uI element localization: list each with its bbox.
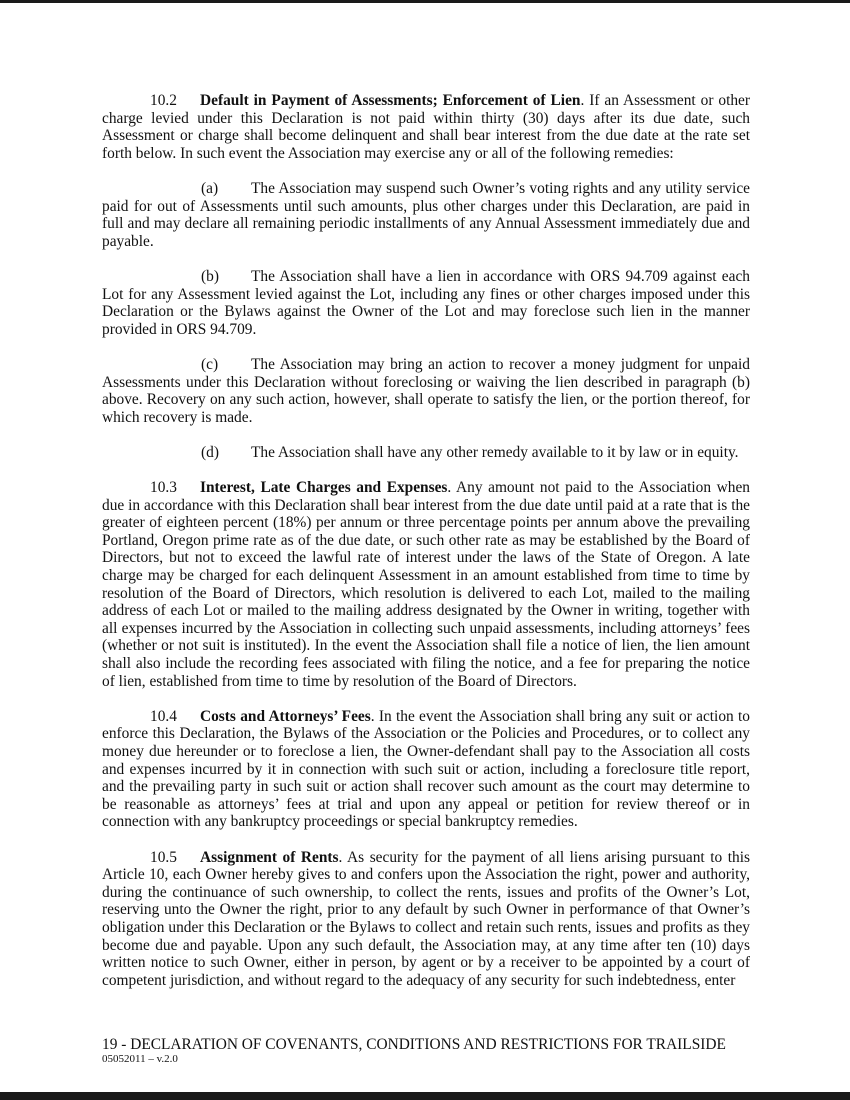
section-heading: Costs and Attorneys’ Fees	[200, 707, 371, 725]
section-10-4	[102, 708, 750, 831]
section-number: 10.5	[150, 848, 177, 866]
item-text: The Association shall have a lien in accordance with ORS 94.709 against each Lot for any Assessment levied against the Lot, including any fines or other charges imposed under this Declaration or the Bylaws against the Owner of the Lot and may foreclose such lien in the manner provided in ORS 94.709.	[102, 267, 750, 338]
document-body	[102, 92, 750, 1007]
section-body: . In the event the Association shall bring any suit or action to enforce this Declaration, the Bylaws of the Association or the Policies and Procedures, or to collect any money due hereunder or to foreclose a lien, the Owner-defendant shall pay to the Association all costs and expenses incurred by it in connection with such suit or action, including a foreclosure title report, and the prevailing party in such suit or action shall recover such amount as the court may determine to be reasonable as attorneys’ fees at trial and upon any appeal or petition for review thereof or in connection with any bankruptcy proceedings or special bankruptcy remedies.	[102, 707, 750, 831]
section-number: 10.4	[150, 707, 177, 725]
item-label: (b)	[201, 267, 219, 285]
item-text: The Association may suspend such Owner’s voting rights and any utility service paid for out of Assessments until such amounts, plus other charges under this Declaration, are paid in full and may declare all remaining periodic installments of any Annual Assessment immediately due and payable.	[102, 179, 750, 250]
item-label: (a)	[201, 179, 219, 197]
section-body: . Any amount not paid to the Association when due in accordance with this Declaration shall bear interest from the due date until paid at a rate that is the greater of eighteen percent (18%) per annum or three percentage points per annum above the prevailing Portland, Oregon prime rate as of the due date, or such other rate as may be established by the Board of Directors, but not to exceed the lawful rate of interest under the laws of the State of Oregon. A late charge may be charged for each delinquent Assessment in an amount established from time to time by resolution of the Board of Directors, which resolution is delivered to each Lot, mailed to the mailing address of each Lot or mailed to the mailing address designated by the Owner in writing, together with all expenses incurred by the Association in collecting such unpaid assessments, including attorneys’ fees (whether or not suit is instituted). In the event the Association shall file a notice of lien, the lien amount shall also include the recording fees associated with filing the notice, and a fee for preparing the notice of lien, established from time to time by resolution of the Board of Directors.	[102, 479, 750, 690]
footer-title: 19 - DECLARATION OF COVENANTS, CONDITIONS AND RESTRICTIONS FOR TRAILSIDE	[102, 1036, 726, 1053]
item-label: (c)	[201, 355, 219, 373]
section-heading: Default in Payment of Assessments; Enforcement of Lien	[200, 92, 581, 109]
remedy-item-c	[102, 356, 750, 426]
remedy-item-b	[102, 268, 750, 338]
section-body: . If an Assessment or other charge levied under this Declaration is not paid within thirty (30) days after its due date, such Assessment or charge shall become delinquent and shall bear interest from the due date at the rate set forth below. In such event the Association may exercise any or all of the following remedies:	[102, 92, 750, 162]
remedy-item-d	[102, 444, 750, 462]
section-number: 10.2	[150, 92, 177, 109]
section-10-2	[102, 92, 750, 162]
remedy-item-a	[102, 180, 750, 250]
section-10-5	[102, 849, 750, 990]
item-text: The Association shall have any other remedy available to it by law or in equity.	[251, 443, 739, 461]
page-footer	[102, 1036, 750, 1066]
section-10-3	[102, 479, 750, 690]
item-label: (d)	[201, 443, 219, 461]
section-number: 10.3	[150, 479, 177, 497]
section-body: . As security for the payment of all liens arising pursuant to this Article 10, each Owner hereby gives to and confers upon the Association the right, power and authority, during the continuance of such ownership, to collect the rents, issues and profits of the Owner’s Lot, reserving unto the Owner the right, prior to any default by such Owner in performance of that Owner’s obligation under this Declaration or the Bylaws to collect and retain such rents, issues and profits as they become due and payable. Upon any such default, the Association may, at any time after ten (10) days written notice to such Owner, either in person, by agent or by a receiver to be appointed by a court of competent jurisdiction, and without regard to the adequacy of any security for such indebtedness, enter	[102, 848, 750, 989]
section-heading: Interest, Late Charges and Expenses	[200, 479, 448, 497]
scan-top-edge	[0, 0, 850, 3]
section-heading: Assignment of Rents	[200, 848, 339, 866]
item-text: The Association may bring an action to recover a money judgment for unpaid Assessments under this Declaration without foreclosing or waiving the lien described in paragraph (b) above. Recovery on any such action, however, shall operate to satisfy the lien, or the portion thereof, for which recovery is made.	[102, 355, 750, 426]
footer-version: 05052011 – v.2.0	[102, 1053, 178, 1065]
scan-bottom-edge	[0, 1092, 850, 1100]
